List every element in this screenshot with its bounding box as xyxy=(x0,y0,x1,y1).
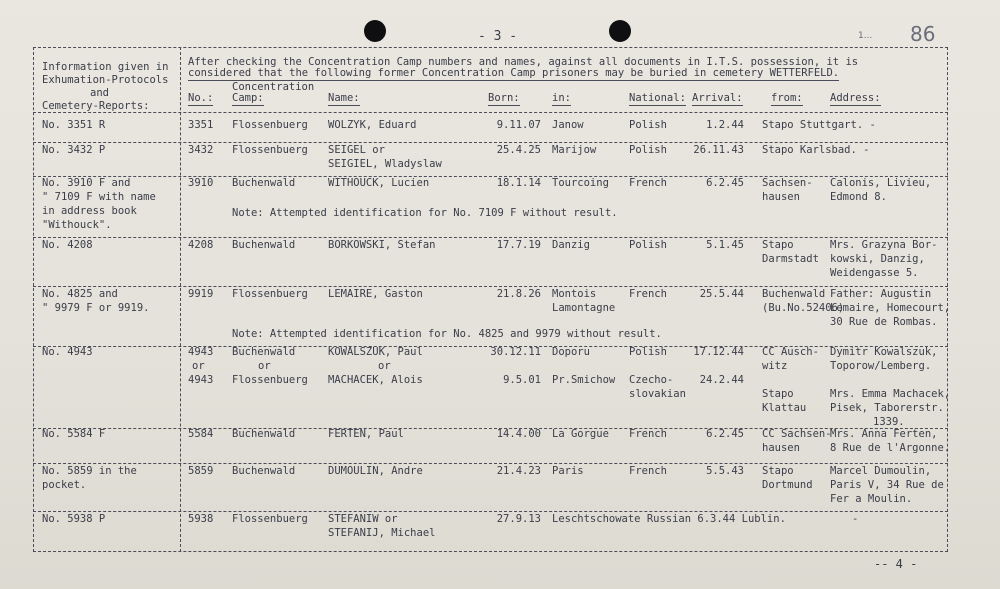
cell-no: 5938 xyxy=(188,513,214,525)
cell-from: Stapo xyxy=(762,388,794,400)
cell-in: Janow xyxy=(552,119,584,131)
cell-addr: Dymitr Kowalszuk, xyxy=(830,346,938,358)
cell-addr: 1339. xyxy=(873,416,905,428)
cell-in: Paris xyxy=(552,465,584,477)
cell-addr: Mrs. Grazyna Bor- xyxy=(830,239,938,251)
cell-nat: slovakian xyxy=(629,388,686,400)
cell-nat: Polish xyxy=(629,239,667,251)
cell-addr: Mrs. Emma Machacek, xyxy=(830,388,951,400)
page-stamp: 1... xyxy=(858,31,873,41)
cell-from: hausen xyxy=(762,191,800,203)
column-divider xyxy=(180,47,181,552)
cell-arr: 5.1.45 xyxy=(706,239,744,251)
cell-addr: - xyxy=(852,513,859,525)
cell-info: " 7109 F with name xyxy=(42,191,156,203)
cell-camp: Flossenbuerg xyxy=(232,288,308,300)
cell-nat: French xyxy=(629,428,667,440)
cell-no: 3910 xyxy=(188,177,214,189)
punch-hole-left xyxy=(364,20,386,42)
cell-from: Darmstadt xyxy=(762,253,819,265)
intro-line: considered that the following former Concentration Camp prisoners may be buried in cemetery WETTERFELD. xyxy=(188,67,840,79)
column-header-no: No.: xyxy=(188,92,214,104)
page-number-handwritten: 86 xyxy=(910,22,936,46)
column-header-national: National: xyxy=(629,92,686,104)
cell-born: 17.7.19 xyxy=(496,239,541,251)
cell-arr: 24.2.44 xyxy=(699,374,744,386)
intro-line: After checking the Concentration Camp numbers and names, against all documents in I.T.S. possession, it is xyxy=(188,56,859,68)
cell-info: No. 4943 xyxy=(42,346,93,358)
cell-from: CC Ausch- xyxy=(762,346,819,358)
cell-in: Leschtschowate Russian 6.3.44 Lublin. xyxy=(552,513,786,525)
cell-addr: Toporow/Lemberg. xyxy=(830,360,932,372)
cell-arr: 6.2.45 xyxy=(706,428,744,440)
cell-arr: 26.11.43 xyxy=(693,144,744,156)
cell-name: WOLZYK, Eduard xyxy=(328,119,417,131)
cell-name: WITHOUCK, Lucien xyxy=(328,177,430,189)
cell-no: 4943 xyxy=(188,346,214,358)
cell-camp: Buchenwald xyxy=(232,239,296,251)
cell-from: Sachsen- xyxy=(762,177,813,189)
cell-info: No. 3351 R xyxy=(42,119,106,131)
cell-info: No. 4825 and xyxy=(42,288,118,300)
cell-camp: Buchenwald xyxy=(232,346,296,358)
cell-from: Buchenwald xyxy=(762,288,826,300)
cell-no: or xyxy=(192,360,205,372)
cell-arr: 5.5.43 xyxy=(706,465,744,477)
cell-no: 3351 xyxy=(188,119,214,131)
cell-nat: Czecho- xyxy=(629,374,674,386)
cell-no: 5584 xyxy=(188,428,214,440)
cell-addr: Pisek, Taborerstr. xyxy=(830,402,944,414)
page-label: - 3 - xyxy=(478,29,518,44)
cell-info: No. 3432 P xyxy=(42,144,106,156)
cell-in: Marijow xyxy=(552,144,597,156)
row-separator xyxy=(33,237,948,238)
cell-addr: Fer a Moulin. xyxy=(830,493,913,505)
column-header-camp-top: Concentration xyxy=(232,81,315,93)
cell-in: Lamontagne xyxy=(552,302,616,314)
cell-no: 4943 xyxy=(188,374,214,386)
cell-camp: Flossenbuerg xyxy=(232,374,308,386)
left-heading-line: Cemetery-Reports: xyxy=(42,100,150,112)
cell-camp: Flossenbuerg xyxy=(232,513,308,525)
cell-name: STEFANIJ, Michael xyxy=(328,527,436,539)
cell-name: BORKOWSKI, Stefan xyxy=(328,239,436,251)
cell-addr: Marcel Dumoulin, xyxy=(830,465,932,477)
cell-arr: 17.12.44 xyxy=(693,346,744,358)
cell-in: Pr.Smichow xyxy=(552,374,616,386)
cell-name: STEFANIW or xyxy=(328,513,398,525)
left-heading-line: Information given in xyxy=(42,61,169,73)
left-heading-line: Exhumation-Protocols xyxy=(42,74,169,86)
cell-born: 30.12.11 xyxy=(490,346,541,358)
column-header-address: Address: xyxy=(830,92,881,104)
cell-camp: or xyxy=(258,360,271,372)
cell-camp: Flossenbuerg xyxy=(232,119,308,131)
cell-addr: kowski, Danzig, xyxy=(830,253,925,265)
cell-nat: French xyxy=(629,177,667,189)
cell-info: " 9979 F or 9919. xyxy=(42,302,150,314)
cell-from: Stapo xyxy=(762,239,794,251)
cell-from: hausen xyxy=(762,442,800,454)
cell-camp: Buchenwald xyxy=(232,428,296,440)
cell-name: KOWALSZUK, Paul xyxy=(328,346,423,358)
cell-info: in address book xyxy=(42,205,137,217)
cell-in: La Gorgue xyxy=(552,428,609,440)
cell-born: 9.5.01 xyxy=(503,374,541,386)
cell-born: 18.1.14 xyxy=(496,177,541,189)
cell-from: witz xyxy=(762,360,788,372)
cell-info: No. 5859 in the xyxy=(42,465,137,477)
cell-name: FERTEN, Paul xyxy=(328,428,404,440)
cell-info: "Withouck". xyxy=(42,219,112,231)
cell-nat: Polish xyxy=(629,119,667,131)
column-header-name: Name: xyxy=(328,92,360,104)
cell-from: Klattau xyxy=(762,402,807,414)
cell-addr: Paris V, 34 Rue de xyxy=(830,479,944,491)
cell-born: 25.4.25 xyxy=(496,144,541,156)
cell-no: 9919 xyxy=(188,288,214,300)
cell-camp: Buchenwald xyxy=(232,177,296,189)
cell-born: 27.9.13 xyxy=(496,513,541,525)
cell-info: No. 4208 xyxy=(42,239,93,251)
cell-no: 3432 xyxy=(188,144,214,156)
cell-in: Doporu xyxy=(552,346,590,358)
cell-info: pocket. xyxy=(42,479,87,491)
cell-in: Montois xyxy=(552,288,597,300)
cell-addr: Calonis, Livieu, xyxy=(830,177,932,189)
cell-info: No. 5938 P xyxy=(42,513,106,525)
cell-arr: 25.5.44 xyxy=(699,288,744,300)
cell-nat: French xyxy=(629,465,667,477)
cell-name: DUMOULIN, Andre xyxy=(328,465,423,477)
cell-addr: Father: Augustin xyxy=(830,288,932,300)
cell-arr: 1.2.44 xyxy=(706,119,744,131)
cell-name: SEIGIEL, Wladyslaw xyxy=(328,158,442,170)
cell-born: 21.8.26 xyxy=(496,288,541,300)
next-page-label: -- 4 - xyxy=(874,557,918,571)
column-header-in: in: xyxy=(552,92,571,104)
column-header-born: Born: xyxy=(488,92,520,104)
cell-from: CC Sachsen- xyxy=(762,428,832,440)
cell-nat: Polish xyxy=(629,346,667,358)
row-separator xyxy=(33,112,948,113)
cell-camp: Buchenwald xyxy=(232,465,296,477)
row-separator xyxy=(33,463,948,464)
cell-nat: Polish xyxy=(629,144,667,156)
cell-info: No. 5584 F xyxy=(42,428,106,440)
cell-name: MACHACEK, Alois xyxy=(328,374,423,386)
cell-born: 14.4.00 xyxy=(496,428,541,440)
row-note: Note: Attempted identification for No. 7109 F without result. xyxy=(232,207,618,219)
cell-name: or xyxy=(378,360,391,372)
column-header-camp: Camp: xyxy=(232,92,264,104)
cell-camp: Flossenbuerg xyxy=(232,144,308,156)
cell-addr: 8 Rue de l'Argonne. xyxy=(830,442,951,454)
cell-from: Dortmund xyxy=(762,479,813,491)
cell-no: 4208 xyxy=(188,239,214,251)
punch-hole-right xyxy=(609,20,631,42)
cell-from: Stapo Karlsbad. - xyxy=(762,144,870,156)
cell-name: LEMAIRE, Gaston xyxy=(328,288,423,300)
cell-in: Tourcoing xyxy=(552,177,609,189)
row-note: Note: Attempted identification for No. 4825 and 9979 without result. xyxy=(232,328,662,340)
cell-addr: Edmond 8. xyxy=(830,191,887,203)
cell-no: 5859 xyxy=(188,465,214,477)
column-header-arrival: Arrival: xyxy=(692,92,743,104)
cell-nat: French xyxy=(629,288,667,300)
cell-addr: 30 Rue de Rombas. xyxy=(830,316,938,328)
cell-arr: 6.2.45 xyxy=(706,177,744,189)
cell-info: No. 3910 F and xyxy=(42,177,131,189)
cell-from: Stapo Stuttgart. - xyxy=(762,119,876,131)
cell-name: SEIGEL or xyxy=(328,144,385,156)
column-header-from: from: xyxy=(771,92,803,104)
cell-born: 9.11.07 xyxy=(496,119,541,131)
cell-addr: Mrs. Anna Ferten, xyxy=(830,428,938,440)
row-separator xyxy=(33,511,948,512)
cell-addr: Lemaire, Homecourt, xyxy=(830,302,951,314)
cell-addr: Weidengasse 5. xyxy=(830,267,919,279)
cell-in: Danzig xyxy=(552,239,590,251)
cell-from: (Bu.No.52406) xyxy=(762,302,845,314)
cell-from: Stapo xyxy=(762,465,794,477)
cell-born: 21.4.23 xyxy=(496,465,541,477)
left-heading-line: and xyxy=(90,87,109,99)
